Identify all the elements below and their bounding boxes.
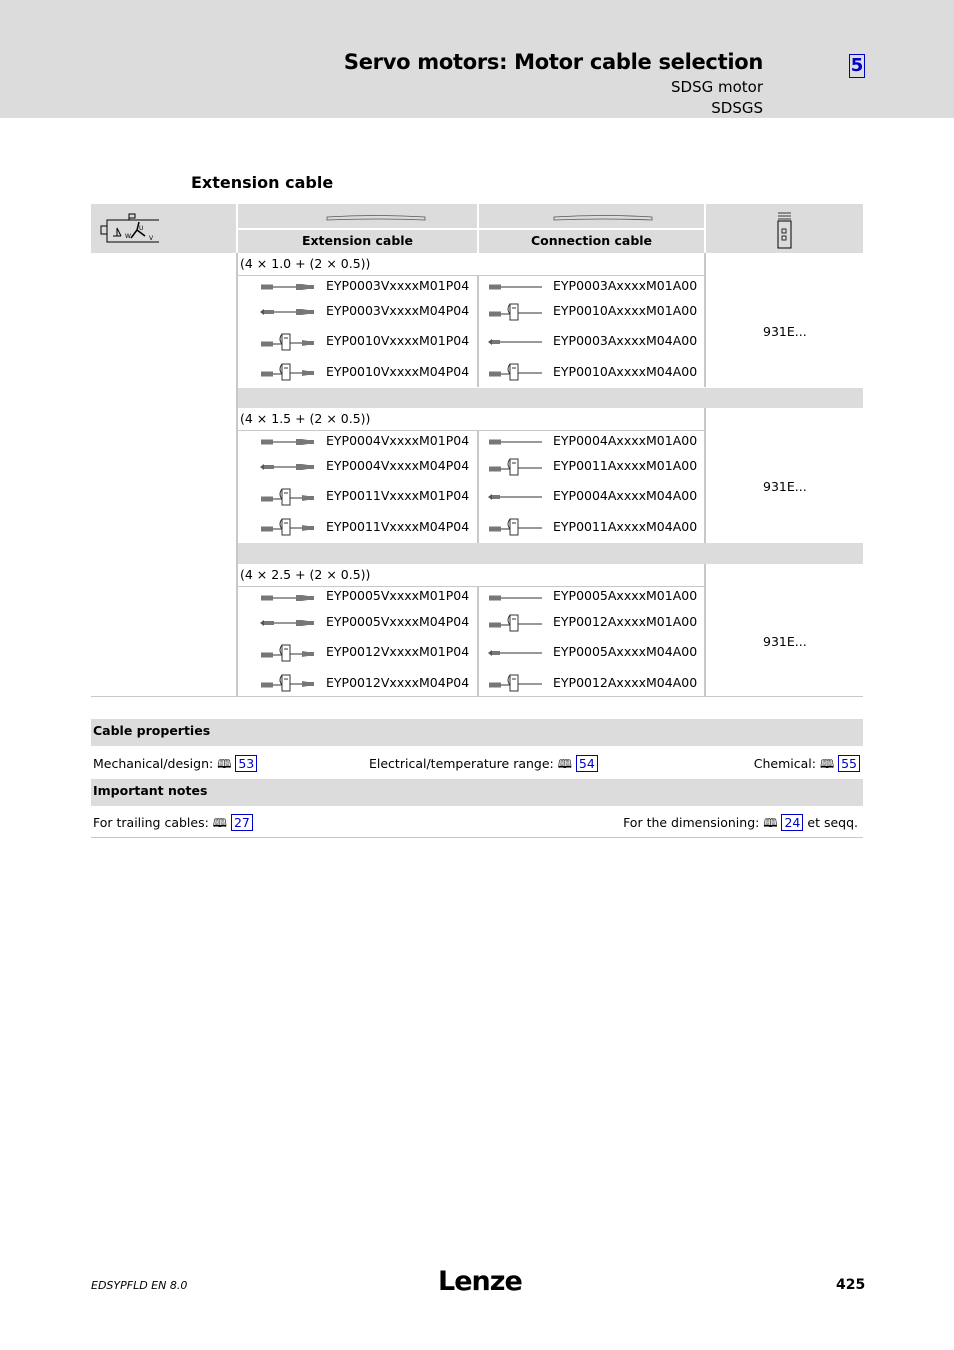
divider [91, 696, 863, 697]
conn-cable-code: EYP0010AxxxxM01A00 [553, 303, 698, 318]
mechanical-label: Mechanical/design: [93, 756, 214, 771]
motor-icon [99, 212, 159, 244]
conn-cable-code: EYP0004AxxxxM04A00 [553, 488, 698, 503]
book-icon: 🕮 [212, 816, 227, 830]
ext-icon-cell [238, 204, 477, 228]
ext-cable-code: EYP0005VxxxxM01P04 [326, 588, 470, 603]
electrical-page-link[interactable]: 54 [576, 755, 598, 772]
conn-cable-code: EYP0011AxxxxM01A00 [553, 458, 698, 473]
book-icon: 🕮 [557, 757, 572, 771]
trailing-ref [93, 814, 253, 835]
electrical-label: Electrical/temperature range: [369, 756, 554, 771]
page-subtitle-motor: SDSG motor [671, 78, 763, 96]
controller-icon [777, 211, 793, 249]
cable-icon [326, 214, 426, 222]
divider [236, 253, 238, 696]
divider [704, 564, 706, 696]
book-icon: 🕮 [763, 816, 778, 830]
col-header-extension: Extension cable [301, 233, 414, 248]
trailing-label: For trailing cables: [93, 815, 209, 830]
chemical-label: Chemical: [753, 756, 816, 771]
notes-header [91, 779, 863, 806]
page-subtitle-variant: SDSGS [711, 99, 763, 117]
divider [91, 837, 863, 838]
group-separator [238, 388, 863, 408]
conn-cable-code: EYP0005AxxxxM04A00 [553, 644, 698, 659]
svg-text:V: V [149, 235, 154, 242]
dimensioning-ref [623, 814, 858, 835]
divider [477, 587, 479, 696]
divider [704, 408, 706, 543]
conn-cable-code: EYP0004AxxxxM01A00 [553, 433, 698, 448]
divider [477, 276, 479, 387]
conn-cable-code: EYP0005AxxxxM01A00 [553, 588, 698, 603]
ext-cable-code: EYP0010VxxxxM04P04 [326, 364, 470, 379]
cable-spec: (4 × 1.5 + (2 × 0.5)) [240, 411, 371, 426]
controller-type: 931E... [763, 479, 807, 494]
book-icon: 🕮 [819, 757, 835, 771]
ext-cable-code: EYP0003VxxxxM01P04 [326, 278, 470, 293]
group-separator [238, 543, 863, 564]
col-header-connection: Connection cable [530, 233, 653, 248]
motor-header-cell [91, 204, 236, 253]
svg-text:U: U [139, 225, 144, 232]
controller-header-cell [706, 204, 863, 253]
ext-header-cell [238, 230, 477, 253]
company-logo: Lenze [438, 1266, 522, 1297]
ext-cable-code: EYP0004VxxxxM04P04 [326, 458, 470, 473]
ext-cable-icons [258, 276, 318, 696]
svg-text:W: W [125, 233, 131, 240]
section-title: Extension cable [191, 173, 334, 192]
conn-cable-code: EYP0003AxxxxM04A00 [553, 333, 698, 348]
chapter-link[interactable]: 5 [850, 55, 864, 76]
ext-cable-code: EYP0012VxxxxM04P04 [326, 675, 470, 690]
dimensioning-page-link[interactable]: 24 [781, 814, 803, 831]
page-title: Servo motors: Motor cable selection [343, 50, 763, 74]
conn-icon-cell [479, 204, 704, 228]
book-icon: 🕮 [217, 757, 232, 771]
mechanical-page-link[interactable]: 53 [235, 755, 257, 772]
doc-id: EDSYPFLD EN 8.0 [91, 1279, 188, 1292]
ext-cable-code: EYP0004VxxxxM01P04 [326, 433, 470, 448]
notes-title: Important notes [93, 783, 208, 798]
dimensioning-label: For the dimensioning: [623, 815, 760, 830]
ext-cable-code: EYP0011VxxxxM04P04 [326, 519, 470, 534]
ext-cable-code: EYP0011VxxxxM01P04 [326, 488, 470, 503]
chemical-page-link[interactable]: 55 [838, 755, 860, 772]
electrical-ref [369, 755, 598, 776]
dimensioning-suffix: et seqq. [807, 815, 858, 830]
cable-icon [553, 214, 653, 222]
controller-type: 931E... [763, 324, 807, 339]
conn-cable-code: EYP0012AxxxxM01A00 [553, 614, 698, 629]
conn-cable-code: EYP0011AxxxxM04A00 [553, 519, 698, 534]
properties-title: Cable properties [93, 723, 211, 738]
ext-cable-code: EYP0005VxxxxM04P04 [326, 614, 470, 629]
cable-spec: (4 × 1.0 + (2 × 0.5)) [240, 256, 371, 271]
conn-cable-code: EYP0003AxxxxM01A00 [553, 278, 698, 293]
divider [477, 431, 479, 543]
ext-cable-code: EYP0003VxxxxM04P04 [326, 303, 470, 318]
page-number: 425 [836, 1277, 866, 1293]
conn-header-cell [479, 230, 704, 253]
conn-cable-code: EYP0010AxxxxM04A00 [553, 364, 698, 379]
controller-type: 931E... [763, 634, 807, 649]
ext-cable-code: EYP0012VxxxxM01P04 [326, 644, 470, 659]
chemical-ref [754, 755, 860, 776]
trailing-page-link[interactable]: 27 [231, 814, 253, 831]
conn-cable-icons [486, 276, 546, 696]
conn-cable-code: EYP0012AxxxxM04A00 [553, 675, 698, 690]
divider [704, 253, 706, 387]
properties-header [91, 719, 863, 746]
cable-spec: (4 × 2.5 + (2 × 0.5)) [240, 567, 371, 582]
mechanical-ref [93, 755, 257, 776]
ext-cable-code: EYP0010VxxxxM01P04 [326, 333, 470, 348]
